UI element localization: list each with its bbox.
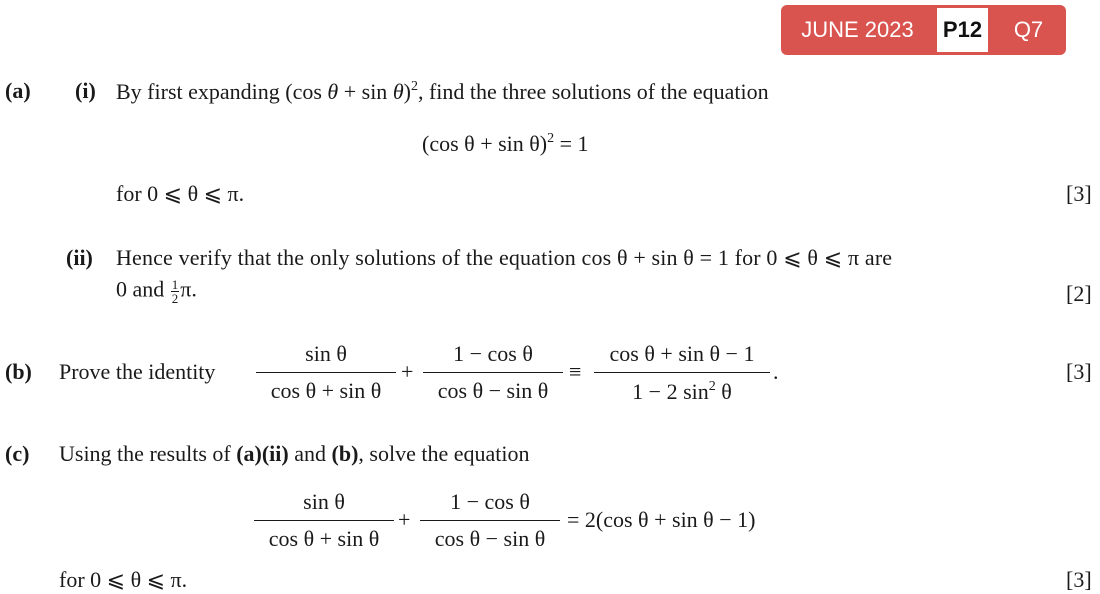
half-fraction: $\frac{1}{2}$	[171, 277, 179, 306]
part-b-fraction-3: cos θ + sin θ − 1 1 − 2 $\sin^2 \theta$	[594, 343, 770, 403]
question-badge	[781, 5, 1066, 55]
part-c-rhs: = 2(cos θ + sin θ − 1)	[567, 507, 756, 532]
part-b-label: (b)	[5, 359, 32, 384]
part-a-i-label: (i)	[75, 78, 96, 103]
part-a-ii-text-line2: 0 and $\frac{1}{2}$ π.	[116, 276, 197, 306]
part-a-i-domain: for 0 ⩽ θ ⩽ π.	[116, 181, 245, 206]
part-b-plus: +	[401, 359, 414, 384]
part-c-domain: for 0 ⩽ θ ⩽ π.	[59, 567, 188, 592]
part-a-i-equation: (cos θ + sin θ)$^2$ = 1	[422, 131, 589, 156]
part-b-fraction-2: 1 − cos θ cos θ − sin θ	[423, 343, 563, 402]
part-a-ii-text-line1: Hence verify that the only solutions of the equation cos θ + sin θ = 1 for 0 ⩽ θ ⩽ π are	[116, 245, 893, 270]
part-a-ii-marks: [2]	[1066, 281, 1092, 306]
session-label: JUNE 2023	[781, 5, 934, 55]
part-a-i-text: By first expanding (cos θ + sin θ)$^2$, find the three solutions of the equation	[116, 79, 769, 104]
part-b-marks: [3]	[1066, 359, 1092, 384]
part-b-equiv: ≡	[569, 359, 582, 384]
part-a-label: (a)	[5, 78, 31, 103]
part-c-fraction-1: sin θ cos θ + sin θ	[254, 491, 394, 550]
part-b-period: .	[773, 359, 779, 384]
part-c-marks: [3]	[1066, 567, 1092, 592]
part-a-ii-label: (ii)	[66, 245, 93, 270]
part-a-i-marks: [3]	[1066, 181, 1092, 206]
question-number: Q7	[991, 5, 1066, 55]
part-c-label: (c)	[5, 441, 30, 466]
paper-label: P12	[934, 5, 991, 55]
part-b-text: Prove the identity	[59, 359, 216, 384]
part-c-plus: +	[398, 507, 411, 532]
part-b-fraction-1: sin θ cos θ + sin θ	[256, 343, 396, 402]
part-c-text: Using the results of (a)(ii) and (b), solve the equation	[59, 441, 530, 466]
part-c-fraction-2: 1 − cos θ cos θ − sin θ	[420, 491, 560, 550]
